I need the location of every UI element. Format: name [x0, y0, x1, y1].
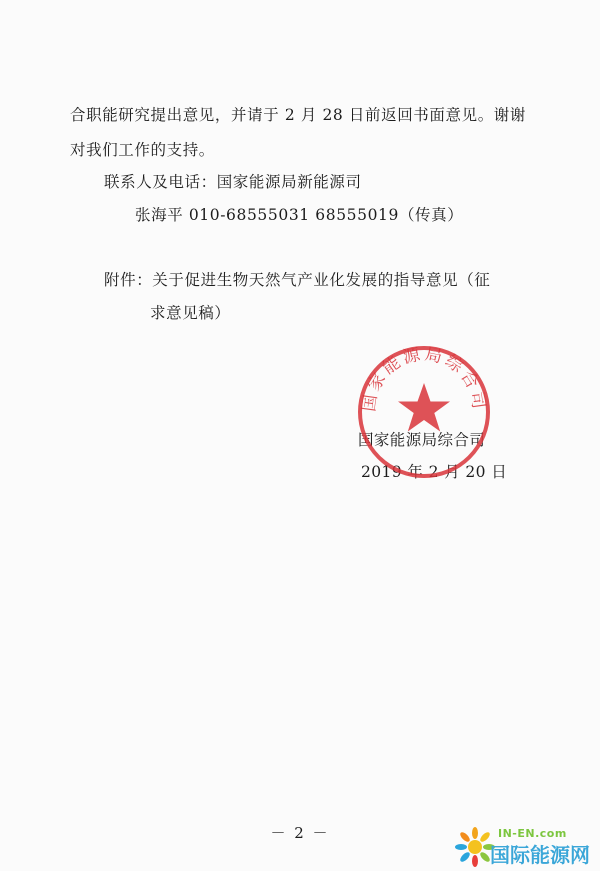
official-seal	[355, 343, 493, 481]
attachment-line-2: 求意见稿）	[150, 304, 231, 322]
attachment-line-1: 附件：关于促进生物天然气产业化发展的指导意见（征	[104, 271, 491, 289]
signing-organization: 国家能源局综合司	[358, 431, 486, 449]
contact-label: 联系人及电话：国家能源局新能源司	[104, 173, 362, 191]
seal-text-path: 国家能源局综合司	[359, 344, 489, 413]
seal-text	[359, 344, 489, 413]
site-watermark	[448, 822, 598, 870]
body-line-1: 合职能研究提出意见，并请于 2 月 28 日前返回书面意见。谢谢	[70, 106, 526, 124]
signing-date: 2019 年 2 月 20 日	[361, 463, 508, 481]
contact-detail: 张海平 010-68555031 68555019（传真）	[135, 206, 464, 224]
body-line-2: 对我们工作的支持。	[70, 141, 215, 159]
page-number: － 2 －	[270, 824, 330, 842]
watermark-en: IN-EN.com	[498, 827, 567, 840]
seal-star-icon	[398, 383, 450, 432]
watermark-cn: 国际能源网	[490, 843, 590, 867]
